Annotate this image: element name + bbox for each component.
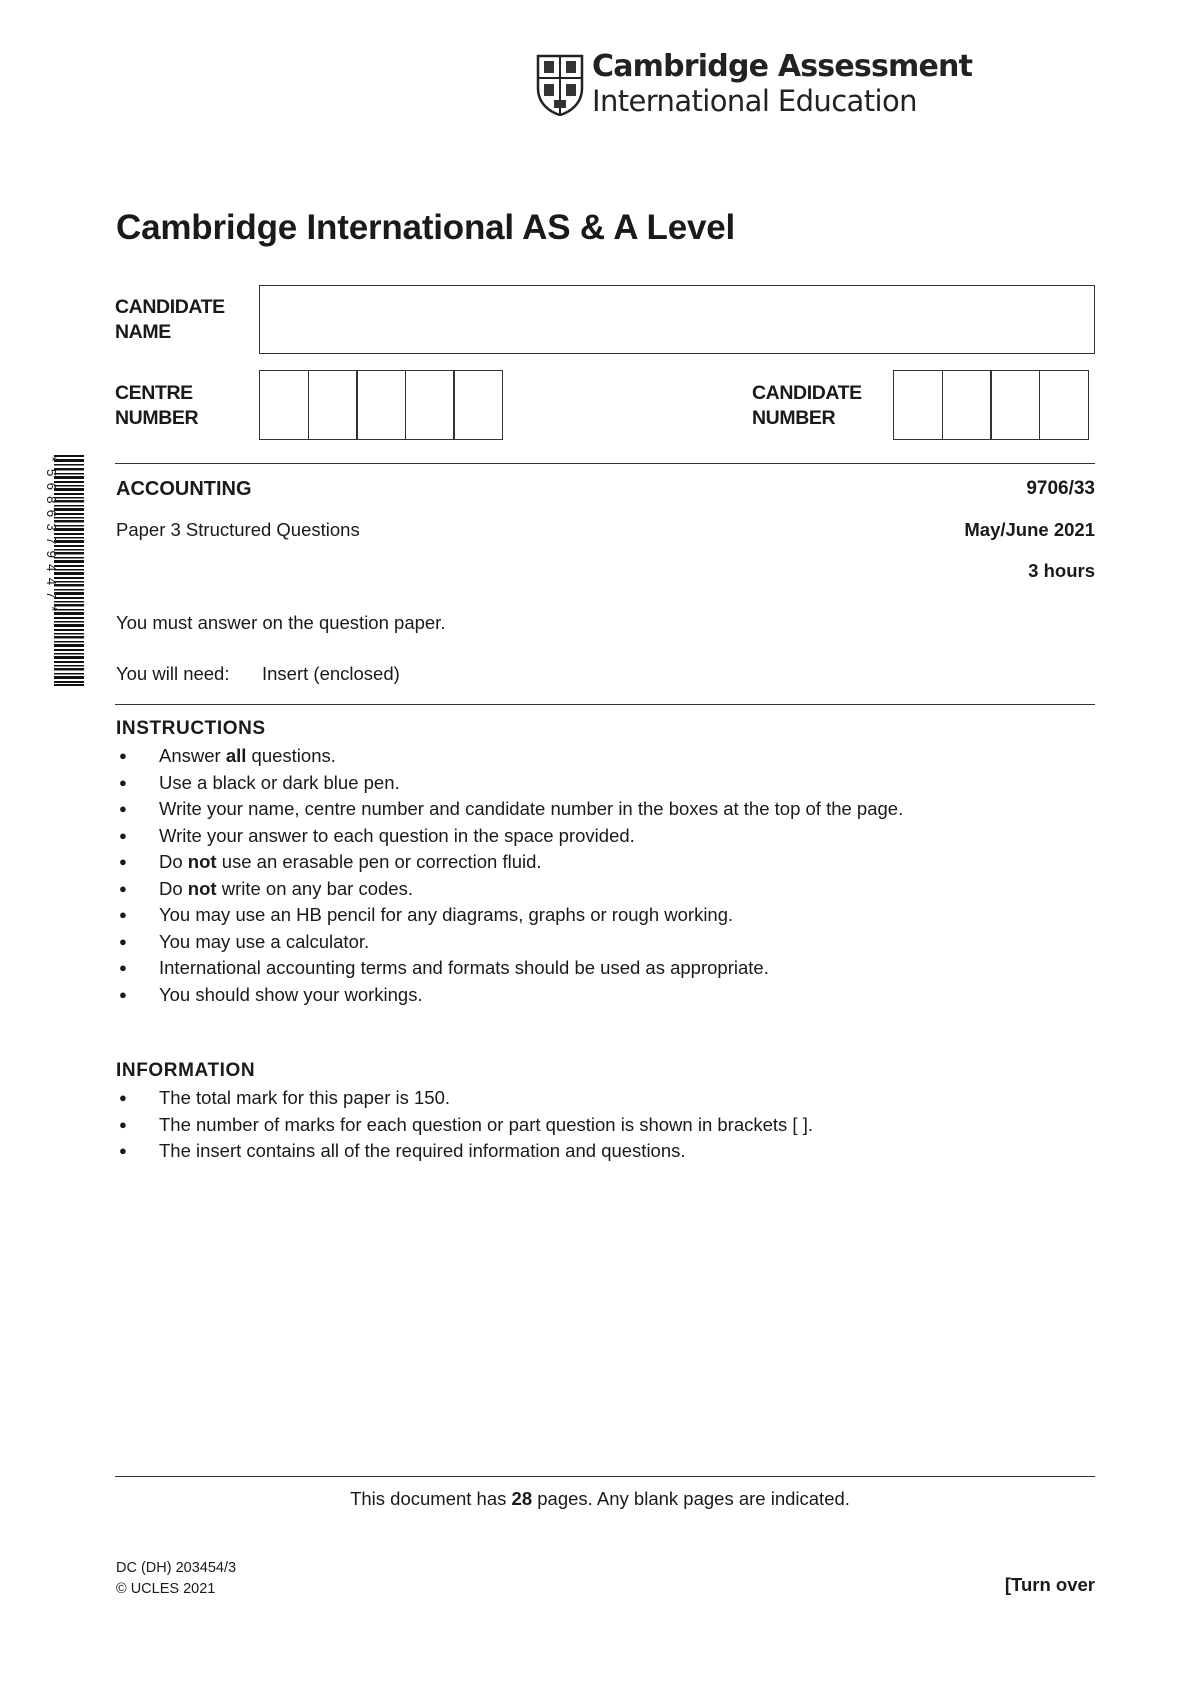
list-item	[116, 1112, 813, 1139]
item-text: use an erasable pen or correction fluid.	[216, 851, 542, 872]
item-text: Use a black or dark blue pen.	[159, 771, 400, 793]
centre-number-box[interactable]	[405, 370, 455, 440]
item-text: You may use a calculator.	[159, 930, 370, 952]
paper-component: Paper 3 Structured Questions	[116, 519, 360, 540]
list-item	[116, 770, 903, 797]
centre-number-box[interactable]	[259, 370, 309, 440]
item-text: International accounting terms and formats should be used as appropriate.	[159, 957, 769, 978]
item-emphasis: all	[225, 745, 247, 766]
list-item	[116, 955, 903, 982]
candidate-name-field[interactable]	[259, 285, 1095, 354]
centre-number-box[interactable]	[356, 370, 406, 440]
list-item	[116, 743, 903, 770]
item-text: Write your name, centre number and candidate number in the boxes at the top of the page.	[159, 798, 904, 819]
answer-note: You must answer on the question paper.	[116, 612, 446, 633]
item-emphasis: not	[187, 877, 217, 899]
logo-line1: Cambridge Assessment	[592, 49, 973, 84]
list-item	[116, 902, 903, 929]
barcode-digits: *5686379447*	[42, 455, 57, 619]
centre-number-box[interactable]	[453, 370, 503, 440]
list-item	[116, 849, 903, 876]
divider	[115, 1476, 1095, 1477]
need-value: Insert (enclosed)	[262, 663, 400, 684]
item-text: The insert contains all of the required information and questions.	[159, 1140, 686, 1161]
copyright: © UCLES 2021	[116, 1581, 216, 1597]
document-reference	[116, 1558, 236, 1600]
candidate-number-box[interactable]	[893, 370, 943, 440]
item-text: Write your answer to each question in the space provided.	[159, 824, 635, 846]
item-text: Answer	[159, 745, 226, 766]
item-text: Do	[159, 877, 188, 899]
centre-number-label: CENTRE NUMBER	[115, 382, 199, 429]
list-item	[116, 876, 903, 903]
centre-number-box[interactable]	[308, 370, 358, 440]
page-count-number: 28	[511, 1488, 533, 1509]
candidate-number-label: CANDIDATE NUMBER	[752, 382, 862, 429]
candidate-number-box[interactable]	[1039, 370, 1089, 440]
reference-code: DC (DH) 203454/3	[116, 1560, 237, 1576]
list-item	[116, 1138, 813, 1165]
subject: ACCOUNTING	[116, 478, 252, 500]
exam-session: May/June 2021	[964, 519, 1095, 540]
item-text: questions.	[246, 745, 336, 766]
page-count-post: pages. Any blank pages are indicated.	[532, 1488, 850, 1509]
divider	[115, 463, 1095, 464]
item-text: You may use an HB pencil for any diagrams, graphs or rough working.	[159, 904, 734, 925]
information-heading: INFORMATION	[116, 1060, 256, 1081]
instructions-heading: INSTRUCTIONS	[116, 718, 266, 739]
logo-wordmark	[592, 50, 972, 118]
candidate-number-box[interactable]	[942, 370, 992, 440]
candidate-number-box[interactable]	[990, 370, 1040, 440]
duration: 3 hours	[1028, 560, 1095, 581]
item-text: You should show your workings.	[159, 983, 423, 1005]
list-item	[116, 823, 903, 850]
list-item	[116, 929, 903, 956]
paper-code: 9706/33	[1026, 478, 1095, 499]
list-item	[116, 1085, 813, 1112]
requirements	[116, 663, 400, 685]
information-list	[116, 1085, 813, 1165]
list-item	[116, 796, 903, 823]
logo-line2: International Education	[592, 84, 917, 118]
candidate-name-label: CANDIDATE NAME	[115, 296, 225, 343]
page-count-note	[0, 1488, 1200, 1510]
item-text: The number of marks for each question or part question is shown in brackets [ ].	[159, 1113, 813, 1135]
page-count-pre: This document has	[350, 1488, 512, 1509]
item-text: Do	[159, 851, 188, 872]
centre-number-field[interactable]	[259, 370, 503, 440]
item-text: write on any bar codes.	[216, 877, 413, 899]
divider	[115, 704, 1095, 705]
item-emphasis: not	[187, 851, 217, 872]
crest-logo-icon	[536, 54, 584, 116]
instructions-list	[116, 743, 903, 1008]
turn-over: [Turn over	[1004, 1574, 1095, 1595]
item-text: The total mark for this paper is 150.	[159, 1087, 450, 1108]
qualification-title: Cambridge International AS & A Level	[116, 208, 736, 247]
need-label: You will need:	[116, 663, 230, 684]
list-item	[116, 982, 903, 1009]
barcode-icon	[40, 455, 84, 687]
candidate-number-field[interactable]	[893, 370, 1089, 440]
